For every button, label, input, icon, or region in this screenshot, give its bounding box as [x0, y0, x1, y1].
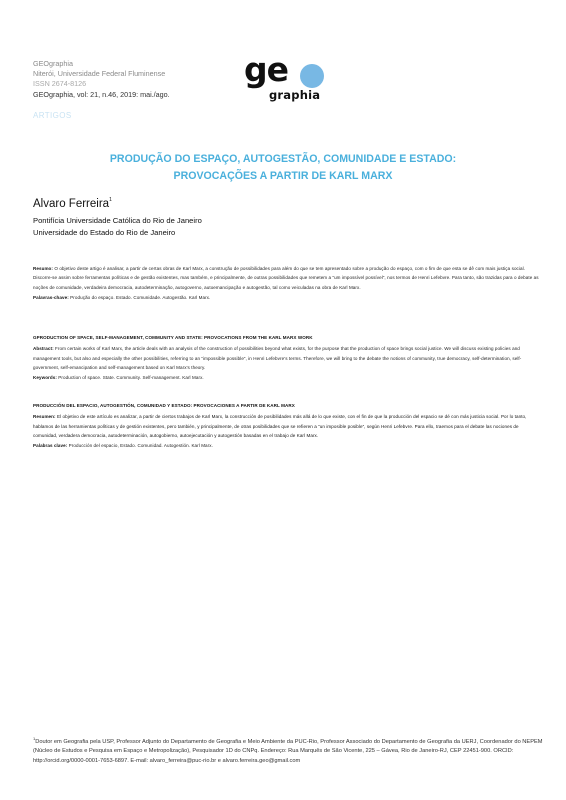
geographia-logo [242, 50, 332, 108]
journal-institution: Niterói, Universidade Federal Fluminense [33, 69, 166, 79]
abstract-kw-label: Keywords: [33, 375, 57, 381]
affiliation-2: Universidade do Estado do Rio de Janeiro [33, 228, 176, 237]
resumo-text: O objetivo deste artigo é analisar, a partir de certas obras de Karl Marx, a construção de possibilidades para além do que se tem apresentado sobre a produção do espaço, com o fim de que esta se dê com mais justiça social. Discorre-se assim sobre ferramentas políticas e de gestão existentes, mas também, e principalmente, de outras possibilidades que remetem a “um impossível possível”, nos termos de Henri Lefebvre. Para tanto, são trazidas para o debate as noções de comunidade, verdadeira democracia, autodeterminação, autogoverno, autoemancipação e autogestão, tal como veiculadas na obra de Karl Marx. [33, 266, 539, 290]
abstract-keywords [33, 373, 543, 382]
resumen-paragraph [33, 412, 543, 440]
logo-graphia: graphia [269, 88, 321, 102]
resumo-paragraph [33, 264, 543, 292]
journal-name: GEOgraphia [33, 59, 73, 68]
logo-ge: ge [244, 50, 289, 89]
author-name [33, 197, 112, 210]
resumen-kw-text: Producción del espacio, Estado. Comunidad. Autogestión. Karl Marx. [67, 443, 213, 449]
journal-meta [33, 59, 170, 100]
article-title-line2: PROVOCAÇÕES A PARTIR DE KARL MARX [173, 170, 393, 182]
resumo-kw-text: Produção do espaço. Estado. Comunidade. Autogestão. Karl Marx. [68, 294, 211, 300]
author-text: Alvaro Ferreira [33, 198, 110, 210]
abstract-text: From certain works of Karl Marx, the article deals with an analysis of the construction of possibilities beyond what exists, for the purpose that the production of space brings social justice. We will discuss existing policies and management tools, but also and especially the other possibilities, referring to an “impossible possible”, in Henri Lefebvre’s terms. Therefore, we will bring to the debate the notions of community, true democracy, self-determination, self-government, self-emancipation and self-management based on Karl Marx’s theory. [33, 346, 522, 370]
article-title-line1: PRODUÇÃO DO ESPAÇO, AUTOGESTÃO, COMUNIDADE E ESTADO: [109, 153, 457, 165]
footnote [33, 734, 543, 766]
resumen-kw-label: Palabras clave: [33, 443, 68, 449]
section-tag: ARTIGOS [33, 111, 72, 120]
journal-issn: ISSN 2674-8126 [33, 79, 87, 89]
footnote-mark: 1 [33, 736, 36, 741]
resumo-block [33, 264, 543, 302]
abstract-block [33, 333, 543, 382]
resumo-kw-label: Palavras-chave: [33, 294, 69, 300]
abstract-heading: GPRODUCTION OF SPACE, SELF-MANAGEMENT, COMMUNITY AND STATE: PROVOCATIONS FROM THE KARL MARX WORK [33, 335, 313, 340]
resumen-heading: PRODUCCIÓN DEL ESPACIO, AUTOGESTIÓN, COMUNIDAD Y ESTADO: PROVOCACIONES A PARTIR DE KARL MARX [33, 403, 295, 408]
resumen-text: El objetivo de este artículo es analizar, a partir de ciertos trabajos de Karl Marx, la construcción de posibilidades más allá de lo que existe, con el fin de que la producción del espacio se dé con más justicia social. Por lo tanto, hablamos de las herramientas políticas y de gestión existentes, pero también, y principalmente, de otras posibilidades que se refieren a “un imposible posible”, según Henri Lefebvre. Para ello, traemos para el debate las nociones de comunidad, verdadera democracia, autodeterminación, autogobierno, autoejecutación y autogestión basadas en el trabajo de Karl Marx. [33, 414, 527, 438]
abstract-paragraph [33, 344, 543, 372]
abstract-label: Abstract: [33, 346, 54, 352]
logo-circle-icon [300, 64, 324, 88]
abstract-kw-text: Production of space. State. Community. Self-management. Karl Marx. [56, 375, 204, 381]
journal-citation: GEOgraphia, vol: 21, n.46, 2019: mai./ago. [33, 89, 170, 99]
resumo-label: Resumo: [33, 266, 54, 271]
resumen-block [33, 401, 543, 450]
footnote-text: Doutor em Geografia pela USP, Professor Adjunto do Departamento de Geografia e Meio Ambiente da PUC-Rio, Professor Associado do Departamento de Geografia da UERJ, Coordenador do NEPEM (Núcleo de Estudos e Pesquisa em Espaço e Metropolização), Pesquisador 1D do CNPq. Endereço: Rua Marquês de São Vicente, 225 – Gávea, Rio de Janeiro-RJ, CEP 22451-900. ORCID: http://orcid.org/0000-0001-7653-6897. E-mail: alvaro_ferreira@puc-rio.br e alvaro.ferreira.geo@gmail.com [33, 739, 543, 764]
resumo-keywords [33, 293, 543, 302]
affiliation-1: Pontifícia Universidade Católica do Rio de Janeiro [33, 216, 202, 225]
author-footnote-mark: 1 [109, 197, 112, 203]
resumen-label: Resumen: [33, 414, 56, 420]
resumen-keywords [33, 441, 543, 450]
